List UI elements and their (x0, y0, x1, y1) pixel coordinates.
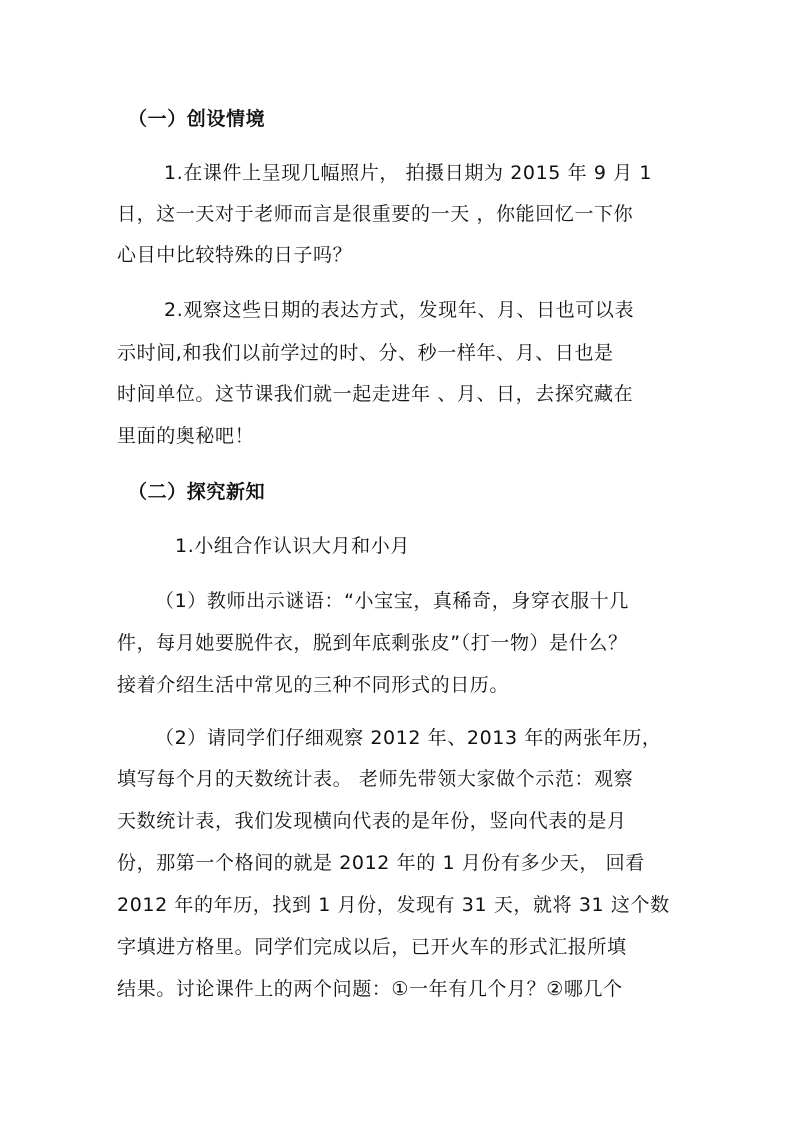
subheading-1: 1.小组合作认识大月和小月 (175, 535, 410, 557)
paragraph-1-line-2: 日，这一天对于老师而言是很重要的一天 ，你能回忆一下你 (117, 203, 634, 225)
paragraph-4-line-4: 份，那第一个格间的就是 2012 年的 1 月份有多少天， 回看 (117, 852, 645, 874)
section-heading-2: （二）探究新知 (128, 481, 266, 503)
paragraph-4-line-1: （2）请同学们仔细观察 2012 年、2013 年的两张年历， (155, 727, 662, 749)
paragraph-4-line-6: 字填进方格里。同学们完成以后，已开火车的形式汇报所填 (117, 936, 627, 958)
paragraph-4-line-2: 填写每个月的天数统计表。 老师先带领大家做个示范：观察 (117, 768, 634, 790)
paragraph-2-line-4: 里面的奥秘吧！ (117, 425, 255, 447)
paragraph-3-line-2: 件，每月她要脱件衣，脱到年底剩张皮”（打一物）是什么？ (117, 632, 628, 654)
paragraph-3-line-3: 接着介绍生活中常见的三种不同形式的日历。 (117, 674, 510, 696)
paragraph-2-line-2: 示时间,和我们以前学过的时、分、秒一样年、月、日也是 (117, 342, 614, 364)
paragraph-1-line-1: 1.在课件上呈现几幅照片， 拍摄日期为 2015 年 9 月 1 (164, 162, 653, 184)
paragraph-2-line-3: 时间单位。这节课我们就一起走进年 、月、日，去探究藏在 (117, 383, 634, 405)
section-heading-1: （一）创设情境 (128, 108, 266, 130)
paragraph-1-line-3: 心目中比较特殊的日子吗？ (117, 244, 353, 266)
paragraph-4-line-5: 2012 年的年历，找到 1 月份，发现有 31 天，就将 31 这个数 (117, 894, 670, 916)
paragraph-4-line-3: 天数统计表，我们发现横向代表的是年份，竖向代表的是月 (117, 810, 627, 832)
paragraph-2-line-1: 2.观察这些日期的表达方式，发现年、月、日也可以表 (164, 299, 635, 321)
paragraph-4-line-7: 结果。讨论课件上的两个问题：①一年有几个月？②哪几个 (117, 978, 623, 1000)
paragraph-3-line-1: （1）教师出示谜语：“小宝宝，真稀奇，身穿衣服十几 (155, 590, 629, 612)
